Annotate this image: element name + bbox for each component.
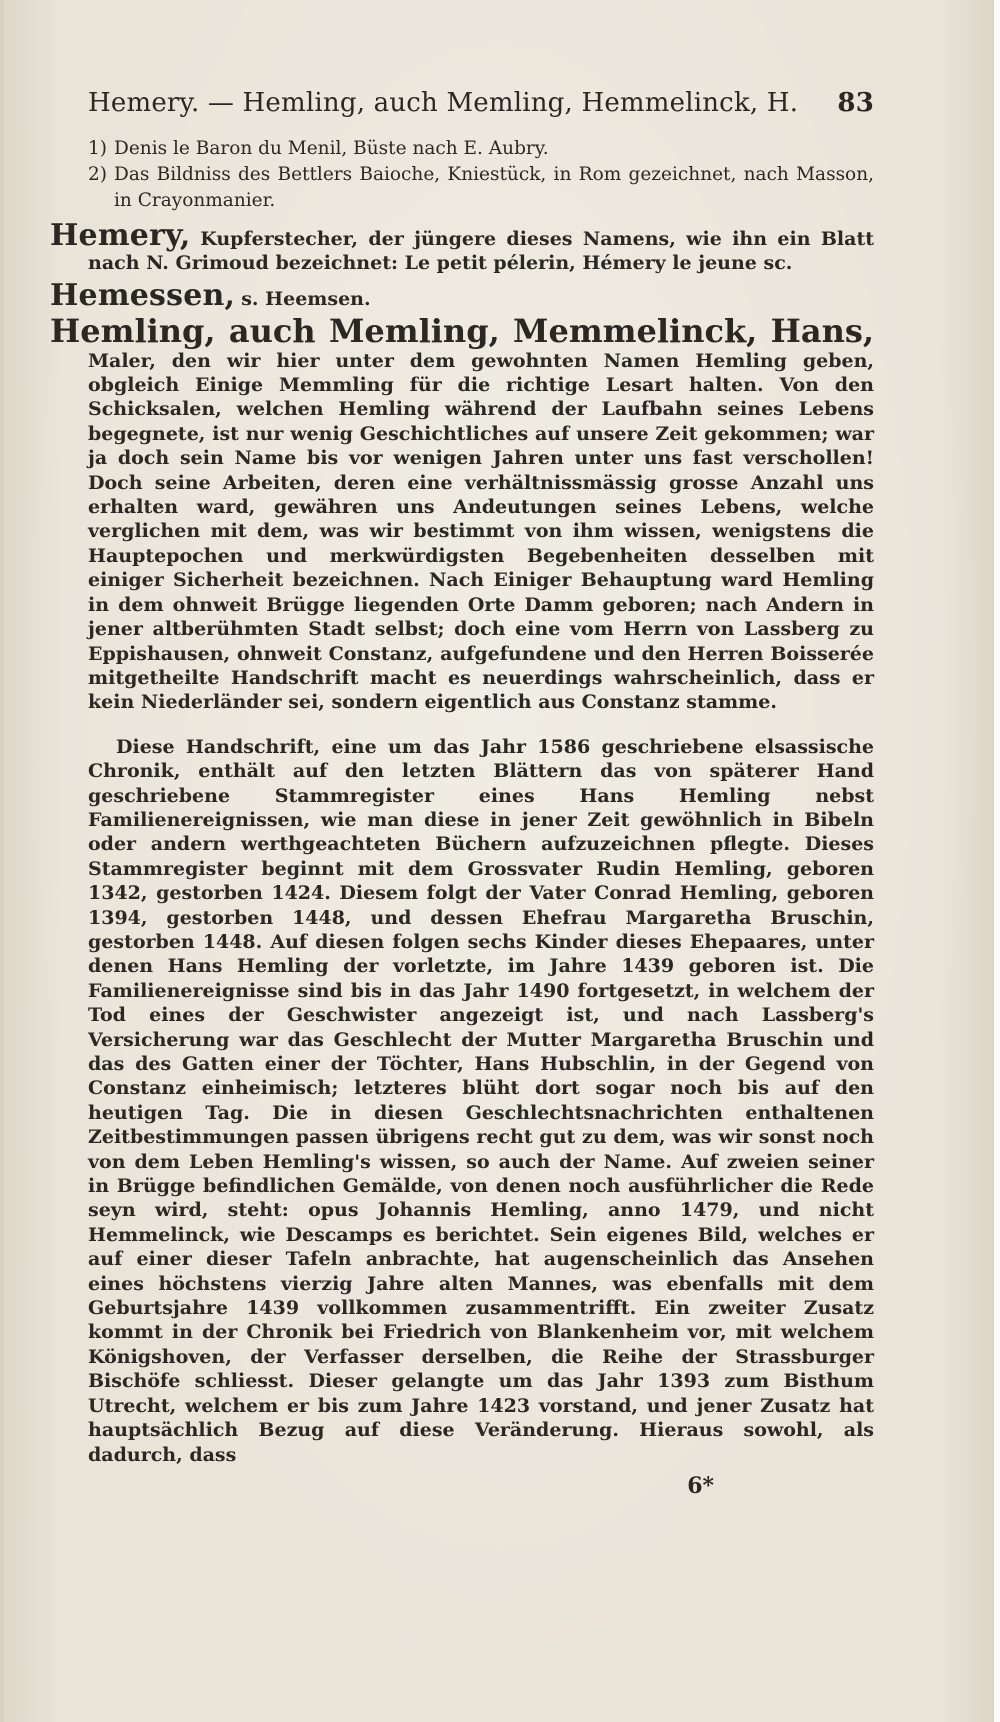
entry-text: Kupferstecher, der jüngere dieses Namens, wie ihn ein Blatt nach N. Grimoud bezeichnet: Le petit pélerin, Hémery le jeune sc. <box>88 228 874 275</box>
entry-headword: Hemery, <box>50 218 191 253</box>
page-content <box>50 88 874 1499</box>
running-head <box>88 88 874 118</box>
entry-hemessen <box>50 277 874 313</box>
scan-edge-left <box>0 0 4 1722</box>
signature-mark: 6* <box>687 1472 714 1499</box>
list-item-number: 2) <box>88 164 107 185</box>
entry-text: s. Heemsen. <box>241 287 371 310</box>
works-list <box>88 136 874 214</box>
entry-hemery <box>50 218 874 276</box>
list-item-text: Das Bildniss des Bettlers Baioche, Kniestück, in Rom gezeichnet, nach Masson, in Crayonmanier. <box>114 164 874 211</box>
list-item <box>88 162 874 214</box>
list-item-text: Denis le Baron du Menil, Büste nach E. Aubry. <box>114 138 549 159</box>
entry-headword: Hemling, auch Memling, Memmelinck, Hans, <box>50 312 874 351</box>
list-item <box>88 136 874 162</box>
running-head-title: Hemery. — Hemling, auch Memling, Hemmelinck, H. <box>88 88 799 118</box>
scan-edge-right <box>994 0 1000 1722</box>
list-item-number: 1) <box>88 138 107 159</box>
entry-headword: Hemessen, <box>50 277 236 313</box>
entry-text: Maler, den wir hier unter dem gewohnten Namen Hemling geben, obgleich Einige Memmling für die richtige Lesart halten. Von den Schicksalen, welchen Hemling während der Laufbahn seines Lebens begegnete, ist nur wenig Geschichtliches auf unsere Zeit gekommen; war ja doch sein Name bis vor wenigen Jahren unter uns fast verschollen! Doch seine Arbeiten, deren eine verhältnissmässig grosse Anzahl uns erhalten ward, gewähren uns Andeutungen seines Lebens, welche verglichen mit dem, was wir bestimmt von ihm wissen, wenigstens die Hauptepochen und merkwürdigsten Begebenheiten desselben mit einiger Sicherheit bezeichnen. Nach Einiger Behauptung ward Hemling in dem ohnweit Brügge liegenden Orte Damm geboren; nach Andern in jener altberühmten Stadt selbst; doch eine vom Herrn von Lassberg zu Eppishausen, ohnweit Constanz, aufgefundene und den Herren Boisserée mitgetheilte Handschrift macht es neuerdings wahrscheinlich, dass er kein Niederländer sei, sondern eigentlich aus Constanz stamme. <box>88 349 874 714</box>
body-paragraph: Diese Handschrift, eine um das Jahr 1586 geschriebene elsassische Chronik, enthält auf den letzten Blättern das von späterer Hand geschriebene Stammregister eines Hans Hemling nebst Familienereignissen, wie man diese in jener Zeit gewöhnlich in Bibeln oder andern werthgeachteten Büchern aufzuzeichnen pflegte. Dieses Stammregister beginnt mit dem Grossvater Rudin Hemling, geboren 1342, gestorben 1424. Diesem folgt der Vater Conrad Hemling, geboren 1394, gestorben 1448, und dessen Ehefrau Margaretha Bruschin, gestorben 1448. Auf diesen folgen sechs Kinder dieses Ehepaares, unter denen Hans Hemling der vorletzte, im Jahre 1439 geboren ist. Die Familienereignisse sind bis in das Jahr 1490 fortgesetzt, in welchem der Tod eines der Geschwister angezeigt ist, und nach Lassberg's Versicherung war das Geschlecht der Mutter Margaretha Bruschin und das des Gatten einer der Töchter, Hans Hubschlin, in der Gegend von Constanz einheimisch; letzteres blüht dort sogar noch bis auf den heutigen Tag. Die in diesen Geschlechtsnachrichten enthaltenen Zeitbestimmungen passen übrigens recht gut zu dem, was wir sonst noch von dem Leben Hemling's wissen, so auch der Name. Auf zweien seiner in Brügge befindlichen Gemälde, von denen noch ausführlicher die Rede seyn wird, steht: opus Johannis Hemling, anno 1479, und nicht Hemmelinck, wie Descamps es berichtet. Sein eigenes Bild, welches er auf einer dieser Tafeln anbrachte, hat augenscheinlich das Ansehen eines höchstens vierzig Jahre alten Mannes, was ebenfalls mit dem Geburtsjahre 1439 vollkommen zusammentrifft. Ein zweiter Zusatz kommt in der Chronik bei Friedrich von Blankenheim vor, mit welchem Königshoven, der Verfasser derselben, die Reihe der Strassburger Bischöfe schliesst. Dieser gelangte um das Jahr 1393 zum Bisthum Utrecht, welchem er bis zum Jahre 1423 vorstand, und jener Zusatz hat hauptsächlich Bezug auf diese Veränderung. Hieraus sowohl, als dadurch, dass <box>88 735 874 1466</box>
entry-hemling <box>50 312 874 715</box>
page-number: 83 <box>837 88 874 118</box>
